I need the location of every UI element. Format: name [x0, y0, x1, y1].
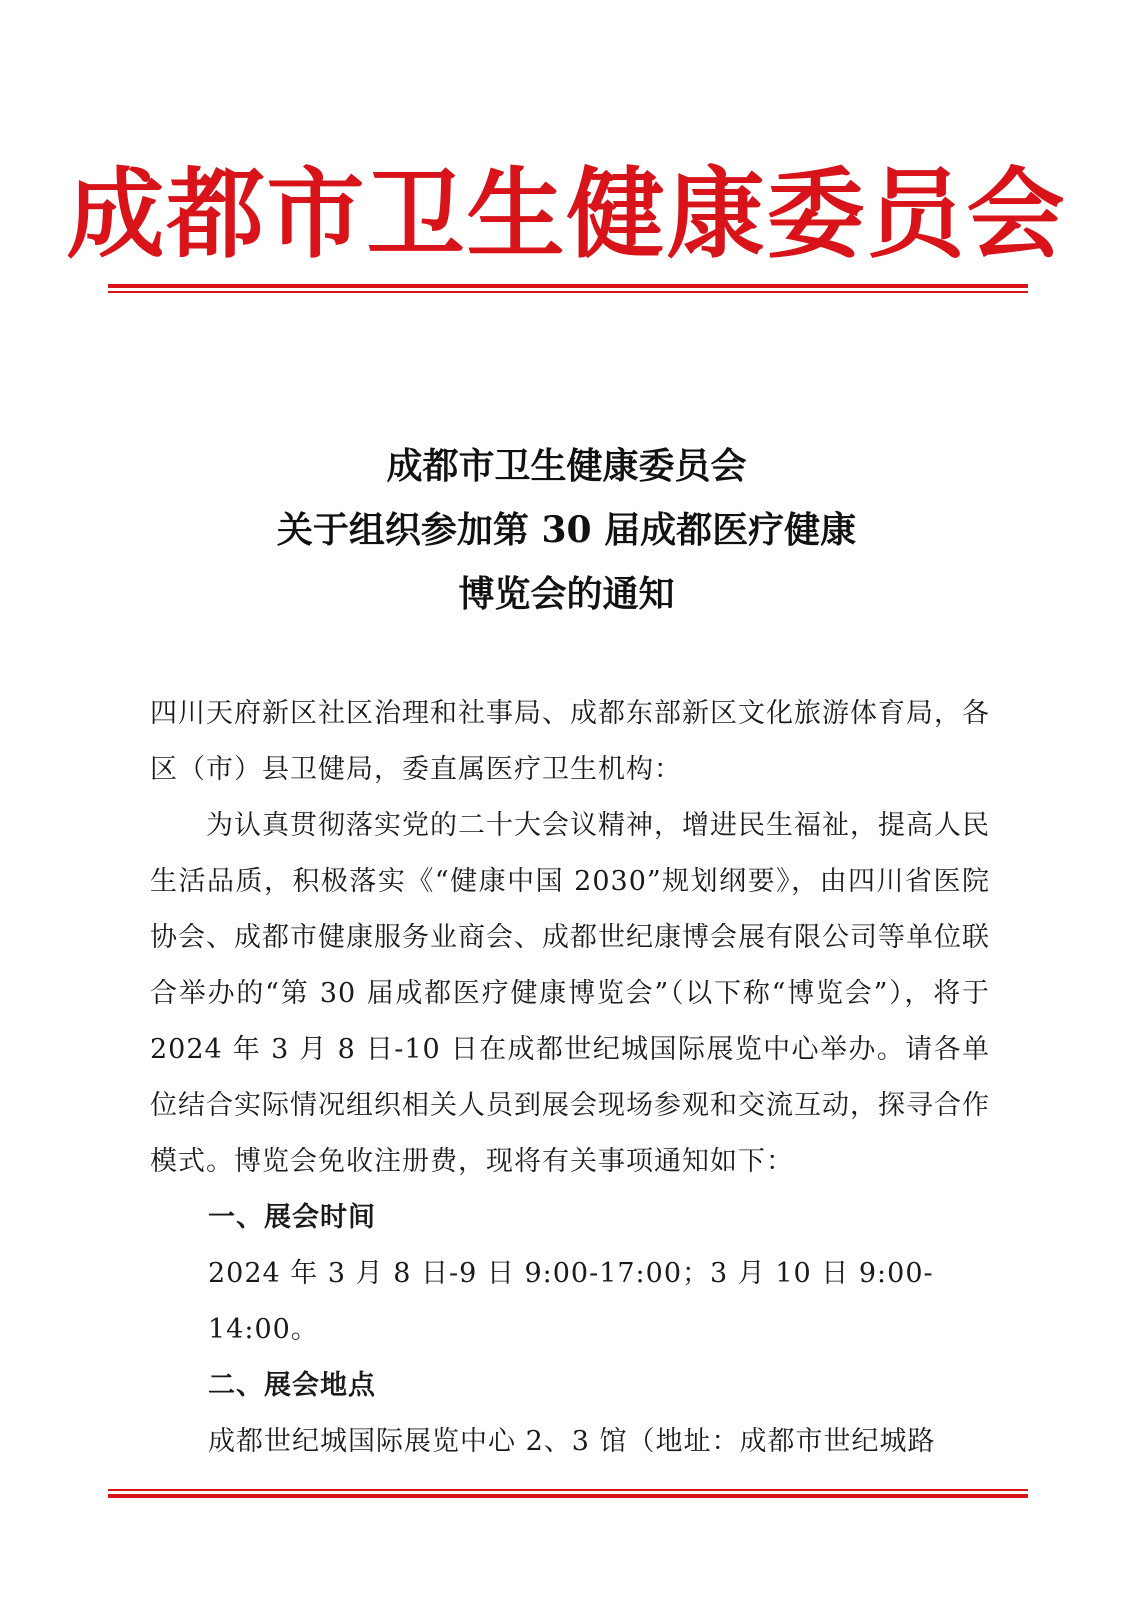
title-line-3: 博览会的通知 [458, 573, 675, 615]
addressee: 四川天府新区社区治理和社事局、成都东部新区文化旅游体育局，各区（市）县卫健局，委直属医疗卫生机构： [150, 698, 990, 785]
letterhead-divider [108, 284, 1028, 293]
footer-divider [108, 1489, 1028, 1498]
section-content-location: 成都世纪城国际展览中心 2、3 馆（地址：成都市世纪城路 [208, 1426, 936, 1457]
intro-paragraph: 为认真贯彻落实党的二十大会议精神，增进民生福祉，提高人民生活品质，积极落实《“健康中国 2030”规划纲要》，由四川省医院协会、成都市健康服务业商会、成都世纪康博会展有限公司等单位联合举办的“第 30 届成都医疗健康博览会”（以下称“博览会”），将于 2024 年 3 月 8 日-10 日在成都世纪城国际展览中心举办。请各单位结合实际情况组织相关人员到展会现场参观和交流互动，探寻合作模式。博览会免收注册费，现将有关事项通知如下： [150, 810, 990, 1177]
title-line-1: 成都市卫生健康委员会 [386, 445, 747, 487]
section-content-time: 2024 年 3 月 8 日-9 日 9:00-17:00；3 月 10 日 9:00-14:00。 [208, 1258, 934, 1345]
letterhead-title: 成都市卫生健康委员会 [66, 157, 1067, 272]
title-line-2: 关于组织参加第 30 届成都医疗健康 [276, 509, 857, 551]
document-title [0, 434, 1133, 626]
section-heading-location: 二、展会地点 [208, 1370, 376, 1401]
section-heading-time: 一、展会时间 [208, 1202, 376, 1233]
document-body [150, 686, 990, 1470]
